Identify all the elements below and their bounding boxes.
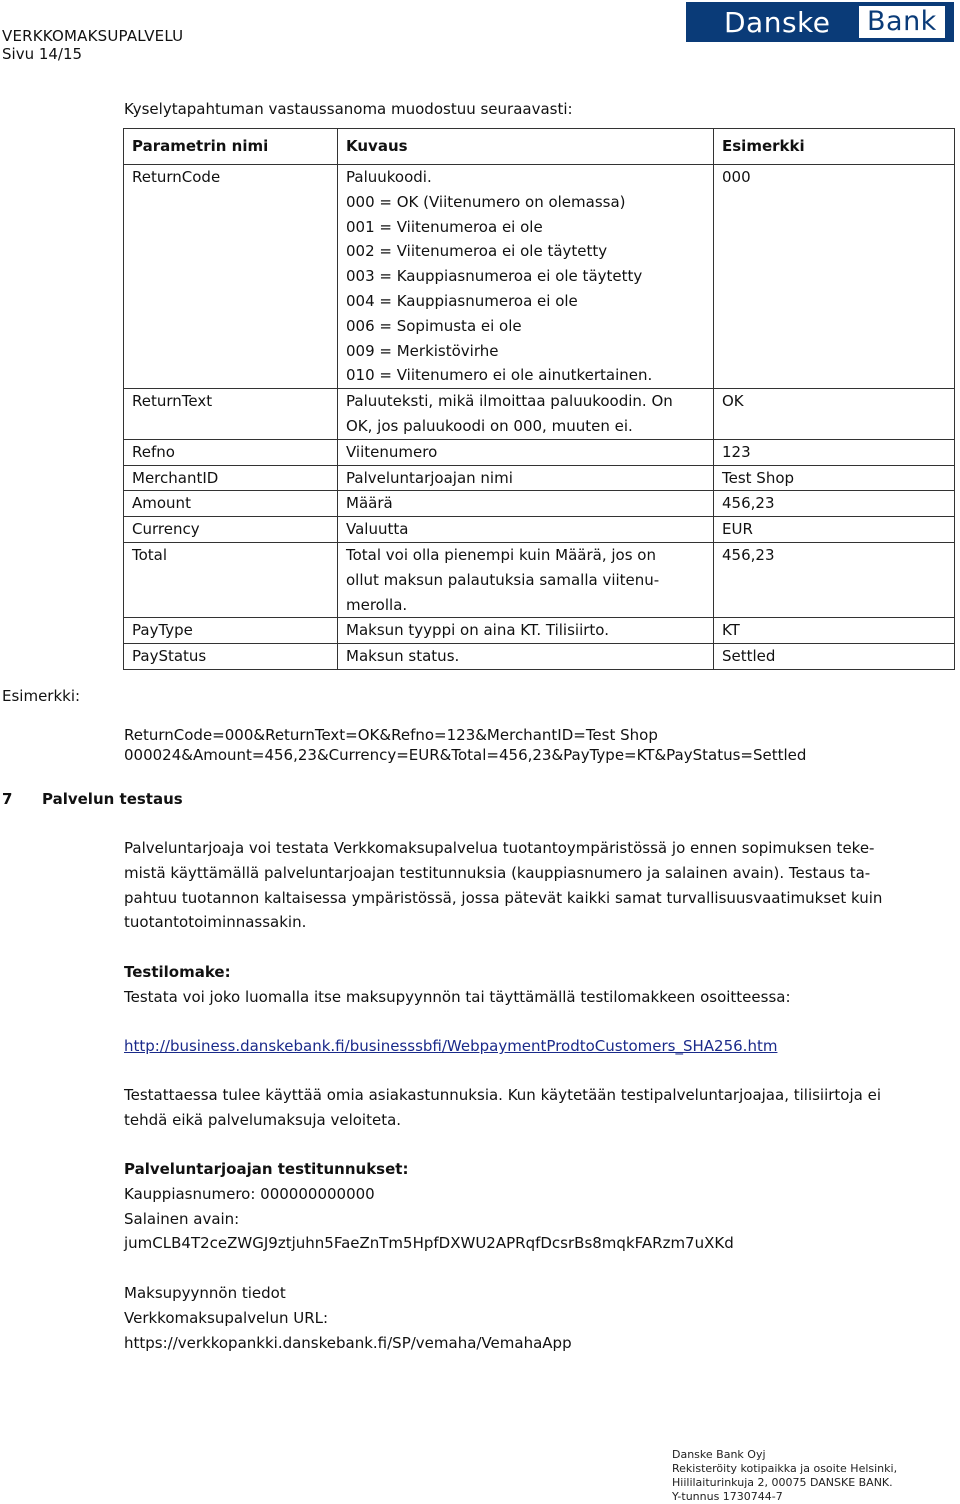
description-line: Määrä [346, 494, 393, 513]
table-row [124, 389, 955, 440]
description-line: 010 = Viitenumero ei ole ainutkertainen. [346, 366, 653, 385]
example-cell: 123 [714, 439, 955, 465]
secret-key-value: jumCLB4T2ceZWGJ9ztjuhn5FaeZnTm5HpfDXWU2APRqfDcsrBs8mqkFARzm7uXKd [124, 1234, 734, 1253]
description-line: merolla. [346, 595, 408, 614]
example-cell: 000 [714, 165, 955, 389]
description-line: 002 = Viitenumeroa ei ole täytetty [346, 242, 608, 261]
section-number: 7 [2, 790, 13, 808]
table-row [124, 165, 955, 389]
description-line: ollut maksun palautuksia samalla viitenu- [346, 570, 660, 589]
parameter-name-cell: PayStatus [124, 644, 338, 670]
parameter-name-cell: PayType [124, 618, 338, 644]
description-line: 003 = Kauppiasnumeroa ei ole täytetty [346, 267, 643, 286]
merchant-number: Kauppiasnumero: 000000000000 [124, 1184, 375, 1203]
footer-line: Rekisteröity kotipaikka ja osoite Helsinki, [672, 1462, 898, 1475]
table-row [124, 517, 955, 543]
description-cell [338, 542, 714, 617]
example-label: Esimerkki: [2, 687, 81, 705]
service-url-label: Verkkomaksupalvelun URL: [124, 1308, 329, 1327]
intro-paragraph [124, 836, 956, 935]
example-line: ReturnCode=000&ReturnText=OK&Refno=123&MerchantID=Test Shop [124, 726, 658, 744]
table-row [124, 618, 955, 644]
description-line: Paluukoodi. [346, 168, 432, 186]
company-footer [672, 1448, 897, 1504]
secret-key-label: Salainen avain: [124, 1209, 240, 1228]
description-line: 006 = Sopimusta ei ole [346, 316, 522, 335]
example-cell: KT [714, 618, 955, 644]
example-response [124, 725, 806, 765]
description-line: 001 = Viitenumeroa ei ole [346, 217, 543, 236]
paragraph-line: tehdä eikä palvelumaksuja veloiteta. [124, 1110, 402, 1129]
description-line: Palveluntarjoajan nimi [346, 468, 513, 487]
description-line: Maksun tyyppi on aina KT. Tilisiirto. [346, 621, 609, 640]
page-number: Sivu 14/15 [2, 45, 83, 63]
description-line: 009 = Merkistövirhe [346, 341, 499, 360]
footer-line: Danske Bank Oyj [672, 1448, 766, 1461]
example-cell: 456,23 [714, 491, 955, 517]
description-line: OK, jos paluukoodi on 000, muuten ei. [346, 416, 633, 435]
paragraph-line: Testattaessa tulee käyttää omia asiakastunnuksia. Kun käytetään testipalveluntarjoajaa, tilisiirtoja ei [124, 1086, 882, 1104]
document-title: VERKKOMAKSUPALVELU [2, 27, 184, 45]
table-header-row [124, 129, 955, 165]
parameter-name-cell: ReturnCode [124, 165, 338, 389]
description-cell [338, 465, 714, 491]
logo-word-danske: Danske [724, 5, 831, 39]
table-row [124, 465, 955, 491]
description-cell [338, 618, 714, 644]
payment-info-heading: Maksupyynnön tiedot [124, 1284, 286, 1302]
table-row [124, 644, 955, 670]
parameter-name-cell: Refno [124, 439, 338, 465]
description-line: 000 = OK (Viitenumero on olemassa) [346, 192, 626, 211]
description-cell [338, 389, 714, 440]
credentials-block [124, 1157, 956, 1256]
description-cell [338, 165, 714, 389]
description-line: Maksun status. [346, 647, 460, 666]
parameter-name-cell: MerchantID [124, 465, 338, 491]
footer-line: Y-tunnus 1730744-7 [672, 1490, 783, 1503]
paragraph-line: Palveluntarjoaja voi testata Verkkomaksupalvelua tuotantoympäristössä jo ennen sopimuksen teke- [124, 839, 875, 857]
example-cell: OK [714, 389, 955, 440]
testform-text: Testata voi joko luomalla itse maksupyynnön tai täyttämällä testilomakkeen osoitteessa: [124, 988, 791, 1006]
service-url: https://verkkopankki.danskebank.fi/SP/vemaha/VemahaApp [124, 1333, 572, 1352]
description-cell [338, 439, 714, 465]
logo-word-bank: Bank [858, 5, 946, 39]
header-parameter-name: Parametrin nimi [124, 129, 338, 165]
description-cell [338, 517, 714, 543]
table-row [124, 439, 955, 465]
paragraph-line: mistä käyttämällä palveluntarjoajan testitunnuksia (kauppiasnumero ja salainen avain). Testaus ta- [124, 863, 871, 882]
parameter-name-cell: Total [124, 542, 338, 617]
credentials-heading: Palveluntarjoajan testitunnukset: [124, 1160, 409, 1178]
description-cell [338, 491, 714, 517]
example-line: 000024&Amount=456,23&Currency=EUR&Total=456,23&PayType=KT&PayStatus=Settled [124, 746, 807, 764]
footer-line: Hiililaiturinkuja 2, 00075 DANSKE BANK. [672, 1476, 893, 1489]
description-line: Paluuteksti, mikä ilmoittaa paluukoodin. On [346, 392, 673, 411]
intro-text: Kyselytapahtuman vastaussanoma muodostuu seuraavasti: [124, 100, 573, 118]
payment-info-block [124, 1281, 956, 1355]
example-cell: EUR [714, 517, 955, 543]
description-line: Viitenumero [346, 442, 438, 461]
danske-bank-logo [686, 2, 954, 42]
table-row [124, 491, 955, 517]
parameter-name-cell: ReturnText [124, 389, 338, 440]
example-cell: Test Shop [714, 465, 955, 491]
description-line: 004 = Kauppiasnumeroa ei ole [346, 291, 578, 310]
description-line: Total voi olla pienempi kuin Määrä, jos on [346, 545, 656, 564]
description-cell [338, 644, 714, 670]
table-row [124, 542, 955, 617]
test-credentials-paragraph [124, 1083, 956, 1133]
section-title: Palvelun testaus [42, 790, 183, 808]
testform-heading: Testilomake: [124, 963, 231, 981]
parameter-name-cell: Amount [124, 491, 338, 517]
header-description: Kuvaus [338, 129, 714, 165]
example-cell: Settled [714, 644, 955, 670]
parameter-name-cell: Currency [124, 517, 338, 543]
testform-link[interactable]: http://business.danskebank.fi/businesssbfi/WebpaymentProdtoCustomers_SHA256.htm [124, 1037, 778, 1055]
paragraph-line: pahtuu tuotannon kaltaisessa ympäristössä, jossa pätevät kaikki samat turvallisuusvaatimukset kuin [124, 888, 883, 907]
paragraph-line: tuotantotoiminnassakin. [124, 913, 307, 932]
example-cell: 456,23 [714, 542, 955, 617]
header-example: Esimerkki [714, 129, 955, 165]
description-line: Valuutta [346, 520, 409, 539]
parameter-table [123, 128, 955, 670]
